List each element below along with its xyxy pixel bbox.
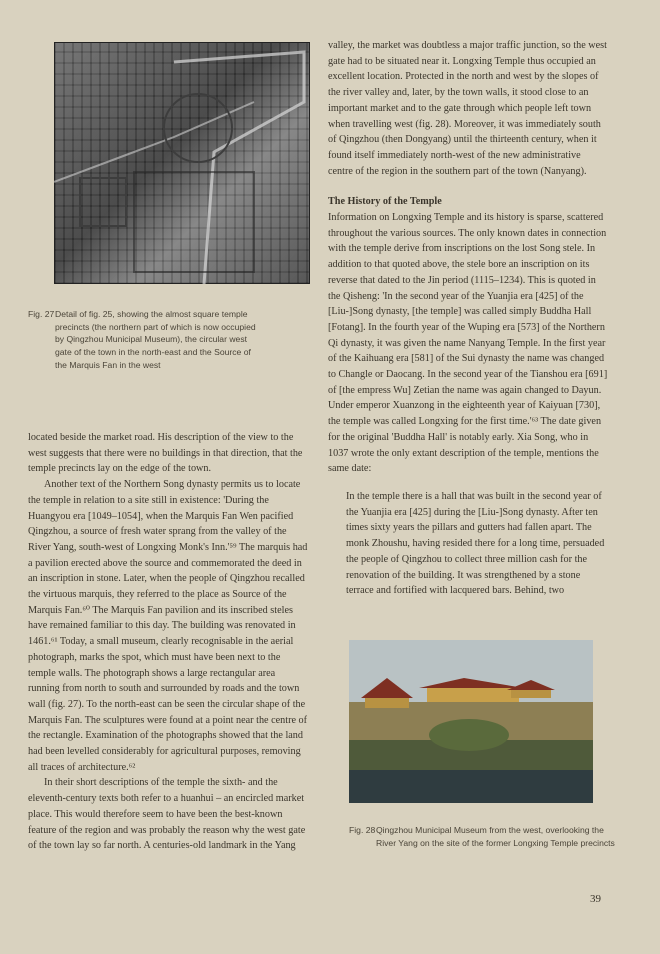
- left-paragraph-2: Another text of the Northern Song dynasty permits us to locate the temple in relation to a site still in existence: 'During the Huangyou era [1049–1054], when the Marquis Fan Wen pacified Qingzhou, a source of fresh water sprang from the valley of the River Yang, south-west of Longxing Monk's Inn.'⁵⁹ The marquis had a pavilion erected above the source and commemorated the deed in an inscription in stone. Later, when the people of Qingzhou recalled the virtuous marquis, they referred to the place as Source of the Marquis Fan.⁶⁰ The Marquis Fan pavilion and its inscribed steles have remained familiar to this day. The building was renovated in 1461.⁶¹ Today, a small museum, clearly recognisable in the aerial photograph, marks the spot, which must have been next to the temple walls. The photograph shows a large rectangular area running from north to south and surrounded by roads and the town wall (fig. 27). To the north-east can be seen the circular shape of the Marquis Fan. The sculptures were found at a point near the centre of the rectangle. Examination of the photographs showed that the land had been levelled considerably for agricultural purposes, removing all traces of architecture.⁶²: [28, 479, 308, 773]
- left-paragraph-1: located beside the market road. His description of the view to the west suggests that there were no buildings in that direction, that the temple precincts lay on the edge of the town.: [28, 432, 303, 475]
- right-text-column: [328, 38, 608, 477]
- aerial-photo-detail: [54, 42, 310, 284]
- figure-28-label: Fig. 28: [349, 825, 376, 835]
- museum-photograph: [349, 640, 593, 803]
- right-paragraph-2: Information on Longxing Temple and its history is sparse, scattered throughout the various sources. The only known dates in connection with the temple derive from inscriptions on the lost Song stele. In addition to that quoted above, the stele bore an inscription on its reverse that dated to the Jin period (1115–1234). This is quoted in the Qisheng: 'In the second year of the Yuanjia era [425] of the [Liu-]Song dynasty, [the temple] was called simply Buddha Hall [Fotang]. In the fourth year of the Wuping era [573] of the Northern Qi dynasty, it was given the name Nanyang Temple. In the first year of the Kaihuang era [581] of the Sui dynasty the name was changed to Changle or Daocang. In the second year of the Tianshou era [691] of [the empress Wu] Zetian the name was again changed to Dayun. Under emperor Xuanzong in the eighteenth year of Kaiyuan [730], the temple was called Longxing for the first time.'⁶³ The date given for the original 'Buddha Hall' is notably early. Xia Song, who in 1037 wrote the only extant description of the temple, mentions the same date:: [328, 212, 608, 475]
- museum-photo-detail: [349, 640, 593, 803]
- aerial-photograph: [54, 42, 310, 284]
- figure-28-text: Qingzhou Municipal Museum from the west, overlooking the River Yang on the site of the former Longxing Temple precincts: [376, 825, 615, 848]
- right-paragraph-1: valley, the market was doubtless a major traffic junction, so the west gate had to be situated near it. Longxing Temple thus occupied an excellent location. Protected in the north and west by the slopes of the river valley and, later, by the town walls, it stood close to an important market and to the gate through which people left town when travelling west (fig. 28). Moreover, it was immediately south of Qingzhou (then Dongyang) until the thirteenth century, when it found itself immediately north-west of the new administrative centre of the region in the southern part of the town (Nanyang).: [328, 40, 607, 177]
- section-heading: The History of the Temple: [328, 196, 442, 208]
- figure-28-caption: [349, 824, 614, 864]
- figure-27-text: Detail of fig. 25, showing the almost square temple precincts (the northern part of which is now occupied by Qingzhou Municipal Museum), the circular west gate of the town in the north-east and the Source of the Marquis Fan in the west: [55, 309, 256, 370]
- page-number: 39: [590, 893, 601, 905]
- quote-text: In the temple there is a hall that was built in the second year of the Yuanjia era [425] during the [Liu-]Song dynasty. After ten times sixty years the pillars and gutters had fallen apart. The monk Zhoushu, having resided there for a long time, persuaded the people of Qingzhou to collect three million cash for the renovation of the building. It was strengthened by a stone terrace and fortified with lacquered bars. Behind, two: [346, 491, 605, 597]
- left-text-column: [28, 430, 308, 854]
- block-quote: [346, 489, 606, 599]
- left-paragraph-3: In their short descriptions of the temple the sixth- and the eleventh-century texts both refer to a huanhui – an encircled market place. This would therefore seem to have been the best-known feature of the region and was probably the reason why the west gate of the town lay so far north. A centuries-old landmark in the Yang: [28, 777, 306, 852]
- figure-27-label: Fig. 27: [28, 309, 55, 319]
- figure-27-caption: [28, 308, 268, 388]
